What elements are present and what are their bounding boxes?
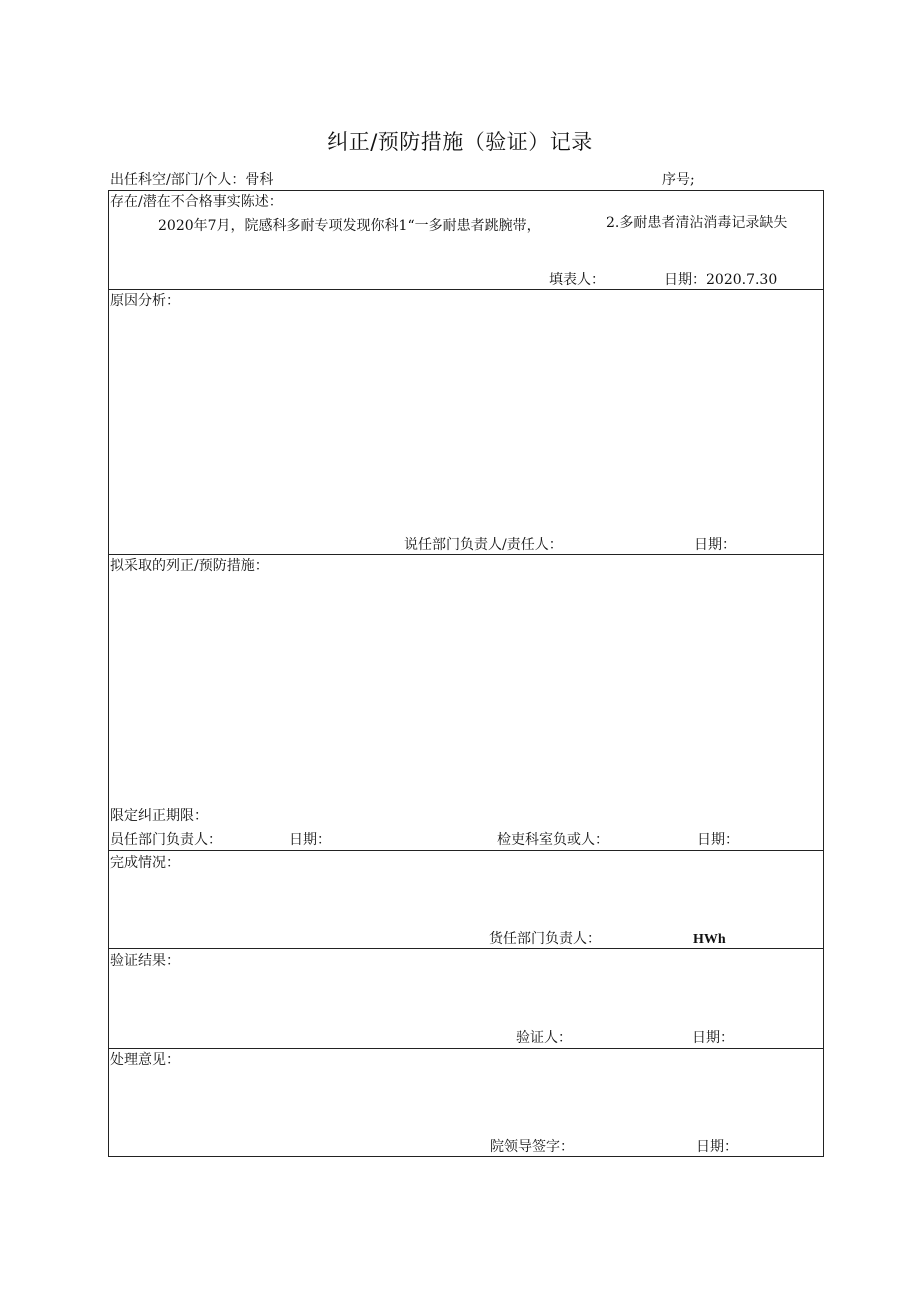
fill-date: 日期：2020.7.30	[664, 272, 778, 288]
row-divider	[108, 1048, 824, 1049]
fact-heading: 存在/潜在不合格事实陈述：	[110, 194, 283, 210]
opinion-heading: 处理意见：	[110, 1052, 180, 1068]
row-divider	[108, 948, 824, 949]
completion-signature: HWh	[693, 932, 726, 947]
page-title: 纠正/预防措施（验证）记录	[327, 130, 593, 154]
measures-date-label: 日期：	[289, 832, 331, 848]
fact-description-item-2: 2.多耐患者清沾消毒记录缺失	[606, 215, 788, 231]
leader-signature-label: 院领导签字：	[490, 1139, 574, 1155]
measures-head-label: 员任部门负责人：	[110, 832, 222, 848]
fact-description: 2020年7月，院感科多耐专项发现你科1“一多耐患者跳腕带，	[158, 218, 541, 234]
opinion-date-label: 日期：	[696, 1139, 738, 1155]
row-divider	[108, 850, 824, 851]
cause-responsible-label: 说任部门负责人/责任人：	[404, 537, 563, 553]
verify-date-label: 日期：	[692, 1030, 734, 1046]
verify-heading: 验证结果：	[110, 953, 180, 969]
serial-number-label: 序号;	[662, 172, 695, 188]
inspector-label: 检吏科室负或人：	[497, 832, 609, 848]
row-divider	[108, 554, 824, 555]
measures-heading: 拟采取的列正/预防措施：	[110, 558, 269, 574]
verifier-label: 验证人：	[516, 1030, 572, 1046]
cause-date-label: 日期：	[694, 537, 736, 553]
completion-head-label: 货任部门负责人：	[489, 931, 601, 947]
filler-label: 填表人：	[549, 272, 605, 288]
completion-heading: 完成情况：	[110, 855, 180, 871]
inspector-date-label: 日期：	[697, 832, 739, 848]
record-table	[108, 190, 824, 1157]
department-label: 出任科空/部门/个人：骨科	[110, 172, 274, 188]
deadline-label: 限定纠正期限：	[110, 808, 208, 824]
cause-heading: 原因分析：	[110, 293, 180, 309]
row-divider	[108, 289, 824, 290]
